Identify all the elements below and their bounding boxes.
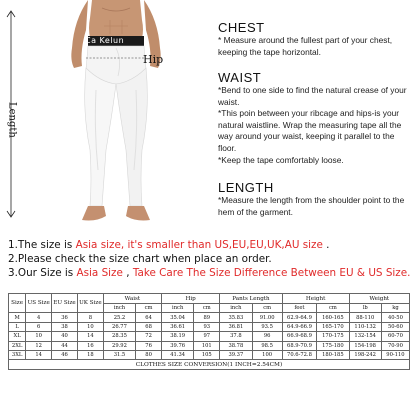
table-cell: 90-110 <box>381 350 409 359</box>
table-cell: 38.19 <box>162 332 194 341</box>
table-cell: 98.5 <box>252 341 282 350</box>
size-notes <box>8 238 412 280</box>
unit-cell: inch <box>162 304 194 313</box>
chest-title: CHEST <box>218 20 265 35</box>
length-label: Length <box>6 102 18 138</box>
table-cell: 198-242 <box>349 350 381 359</box>
table-cell: 2XL <box>9 341 26 350</box>
table-cell: 97 <box>194 332 220 341</box>
table-cell: 3XL <box>9 350 26 359</box>
waistband-brand-text: Ca Kelun <box>85 36 125 45</box>
table-cell: 101 <box>194 341 220 350</box>
table-cell: 16 <box>77 341 103 350</box>
table-cell: 46 <box>52 350 78 359</box>
unit-cell: lb <box>349 304 381 313</box>
table-cell: 180-185 <box>317 350 349 359</box>
table-cell: 62.9-64.9 <box>282 313 316 322</box>
header-size: Size <box>9 294 26 313</box>
table-cell: 38 <box>52 322 78 331</box>
table-cell: 36.61 <box>162 322 194 331</box>
table-cell: 154-198 <box>349 341 381 350</box>
table-row <box>9 350 410 359</box>
table-cell: 70-90 <box>381 341 409 350</box>
table-cell: 29.92 <box>103 341 135 350</box>
table-cell: 68.9-70.9 <box>282 341 316 350</box>
table-cell: 35.04 <box>162 313 194 322</box>
table-cell: 6 <box>26 322 52 331</box>
table-cell: 110-132 <box>349 322 381 331</box>
table-cell: 160-165 <box>317 313 349 322</box>
size-chart-table <box>8 293 410 370</box>
table-cell: 39.76 <box>162 341 194 350</box>
table-cell: 10 <box>77 322 103 331</box>
table-cell: 96 <box>252 332 282 341</box>
length-title: LENGTH <box>218 180 274 195</box>
table-cell: 25.2 <box>103 313 135 322</box>
table-cell: 10 <box>26 332 52 341</box>
header-uk-size: UK Size <box>77 294 103 313</box>
chest-text: * Measure around the fullest part of your chest, keeping the tape horizontal. <box>218 35 393 57</box>
table-caption: CLOTHES SIZE CONVERSION(1 INCH=2.54CM) <box>9 360 410 370</box>
header-height: Height <box>282 294 349 304</box>
table-cell: M <box>9 313 26 322</box>
table-cell: 68 <box>136 322 162 331</box>
table-cell: 38.78 <box>220 341 252 350</box>
table-cell: 100 <box>252 350 282 359</box>
header-hip: Hip <box>162 294 220 304</box>
table-header-row <box>9 294 410 304</box>
table-cell: 93 <box>194 322 220 331</box>
table-cell: 37.8 <box>220 332 252 341</box>
table-cell: 18 <box>77 350 103 359</box>
table-cell: 60-70 <box>381 332 409 341</box>
note-1-text: 1.The size is <box>8 239 76 251</box>
note-3-text: 3.Our Size is <box>8 267 77 279</box>
model-wearing-white-long-johns-image <box>30 0 200 228</box>
product-figure <box>0 0 205 230</box>
unit-cell: cm <box>136 304 162 313</box>
note-3-highlight-b: Take Care The Size Difference Between EU & US Size. <box>132 267 411 279</box>
table-cell: 170-175 <box>317 332 349 341</box>
note-line-1 <box>8 238 412 252</box>
header-weight: Weight <box>349 294 409 304</box>
note-line-3 <box>8 266 412 280</box>
table-cell: 35.83 <box>220 313 252 322</box>
note-3-highlight-a: Asia Size <box>76 267 123 279</box>
table-cell: 36 <box>52 313 78 322</box>
table-cell: 12 <box>26 341 52 350</box>
table-cell: 14 <box>26 350 52 359</box>
waist-text-3: *Keep the tape comfortably loose. <box>218 154 344 165</box>
header-pants-length: Pants Length <box>220 294 283 304</box>
table-cell: 4 <box>26 313 52 322</box>
unit-cell: inch <box>220 304 252 313</box>
header-waist: Waist <box>103 294 161 304</box>
size-table-body <box>9 313 410 360</box>
table-cell: 36.81 <box>220 322 252 331</box>
header-us-size: US Size <box>26 294 52 313</box>
table-caption-row <box>9 360 410 370</box>
table-row <box>9 341 410 350</box>
table-cell: 14 <box>77 332 103 341</box>
table-cell: 70.6-72.8 <box>282 350 316 359</box>
header-eu-size: EU Size <box>52 294 78 313</box>
waist-text-1: *Bend to one side to find the natural crease of your waist. <box>218 85 407 107</box>
table-cell: 31.5 <box>103 350 135 359</box>
table-cell: 132-154 <box>349 332 381 341</box>
table-row <box>9 322 410 331</box>
table-cell: 88-110 <box>349 313 381 322</box>
table-cell: 40 <box>52 332 78 341</box>
table-cell: 8 <box>77 313 103 322</box>
note-3-separator: , <box>122 267 133 279</box>
table-cell: L <box>9 322 26 331</box>
waist-text-2: *This poin between your ribcage and hips-is your natural waistline. Wrap the measuring tape all the way around your waist, keeping it parallel to the floor. <box>218 108 402 153</box>
table-cell: 80 <box>136 350 162 359</box>
waist-title: WAIST <box>218 70 262 85</box>
unit-cell: cm <box>317 304 349 313</box>
note-1-end: . <box>322 239 330 251</box>
table-cell: 64 <box>136 313 162 322</box>
length-section <box>218 180 414 218</box>
chest-section <box>218 20 414 58</box>
table-row <box>9 332 410 341</box>
table-cell: 44 <box>52 341 78 350</box>
table-cell: 105 <box>194 350 220 359</box>
table-cell: 41.34 <box>162 350 194 359</box>
unit-cell: kg <box>381 304 409 313</box>
table-row <box>9 313 410 322</box>
table-cell: 66.9-68.9 <box>282 332 316 341</box>
length-text: *Measure the length from the shoulder point to the hem of the garment. <box>218 195 405 217</box>
table-cell: 40-50 <box>381 313 409 322</box>
hip-label: Hip <box>143 53 164 66</box>
table-cell: 175-180 <box>317 341 349 350</box>
table-cell: 26.77 <box>103 322 135 331</box>
unit-cell: inch <box>103 304 135 313</box>
table-cell: 89 <box>194 313 220 322</box>
table-cell: 91.00 <box>252 313 282 322</box>
table-cell: XL <box>9 332 26 341</box>
table-cell: 165-170 <box>317 322 349 331</box>
unit-cell: cm <box>252 304 282 313</box>
waist-section <box>218 70 414 166</box>
note-line-2: 2.Please check the size chart when place an order. <box>8 253 272 265</box>
table-cell: 39.37 <box>220 350 252 359</box>
unit-cell: cm <box>194 304 220 313</box>
table-cell: 72 <box>136 332 162 341</box>
table-cell: 76 <box>136 341 162 350</box>
table-cell: 64.9-66.9 <box>282 322 316 331</box>
unit-cell: feet <box>282 304 316 313</box>
note-1-highlight: Asia size, it's smaller than US,EU,EU,UK,AU size <box>75 239 323 251</box>
table-cell: 50-60 <box>381 322 409 331</box>
table-cell: 28.35 <box>103 332 135 341</box>
table-cell: 93.5 <box>252 322 282 331</box>
